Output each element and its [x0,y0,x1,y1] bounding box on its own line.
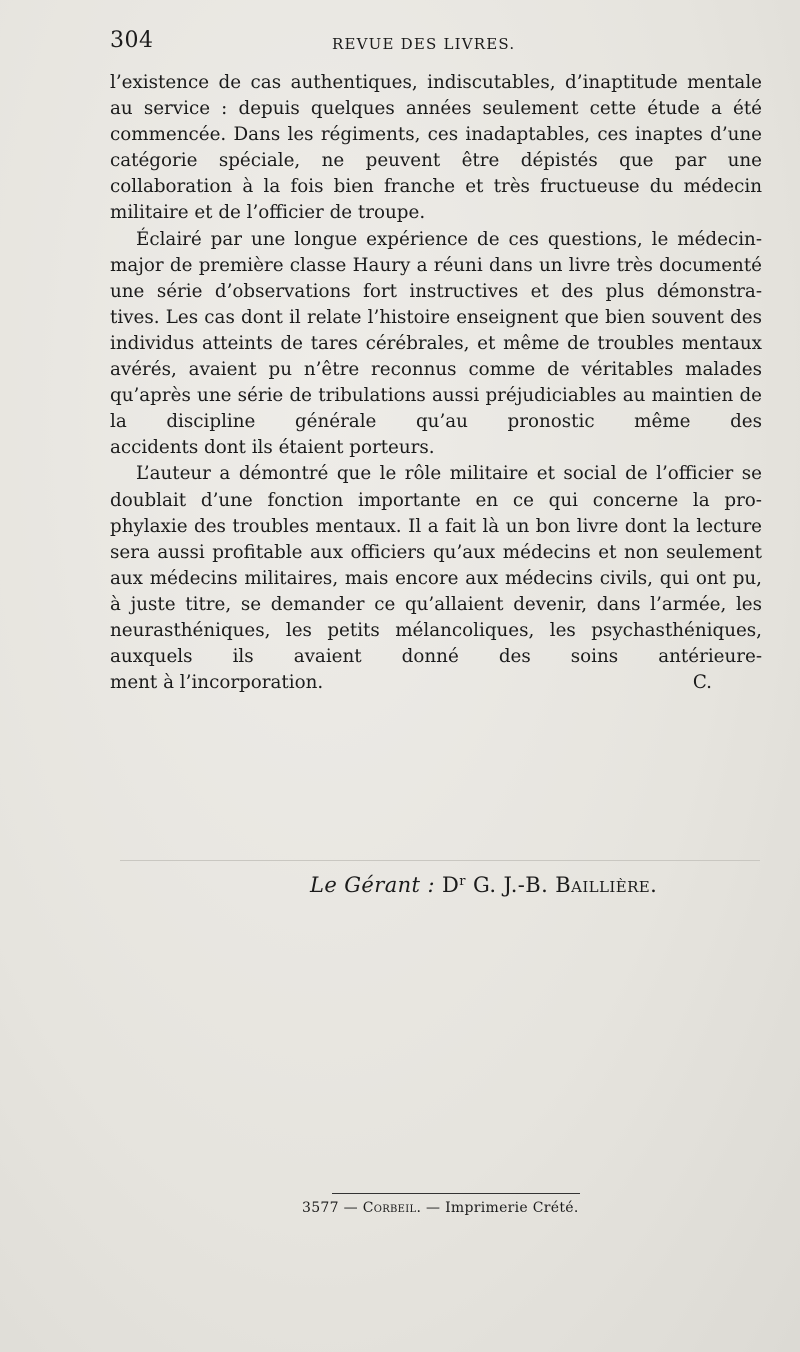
text-line: des individus atteints de tares cérébrales, et même de troubles [110,306,762,354]
text-line: psychasthéniques, auxquels ils avaient donné des soins antérieure- [110,619,762,668]
paragraph-1 [110,70,762,227]
text-line-last: militaire et de l’officier de troupe. [110,202,426,224]
dash: — [343,1200,358,1216]
text-line: civils, qui ont pu, à juste titre, se demander ce qu’allaient devenir, [110,567,762,615]
divider [120,860,760,861]
text-line: lecture sera aussi profitable aux officiers qu’aux médecins et non [110,515,763,563]
text-line: se doublait d’une fonction importante en ce qui concerne la pro- [110,463,762,511]
text-line-last: ment à l’incorporation. [110,672,324,694]
text-line: d’une catégorie spéciale, ne peuvent être dépistés que par une [110,124,763,172]
text-line: une série d’observations fort instructives et des plus démonstra- [110,280,762,302]
imprint-number: 3577 [302,1200,339,1216]
text-line: mentaux avérés, avaient pu n’être reconnus comme de véritables [110,332,762,381]
text-line: collaboration à la fois bien franche et très fructueuse du médecin [110,176,762,198]
author-signature: C. [692,672,712,694]
text-line-last: accidents dont ils étaient porteurs. [110,437,435,459]
review-body [110,70,762,696]
footer-rule [332,1193,580,1194]
page-number: 304 [110,28,154,53]
text-line: L’auteur a démontré que le rôle militaire et social de l’officier [136,463,734,485]
text-line: Éclairé par une longue expérience de ces questions, le médecin- [136,228,762,250]
gerant-name: G. J.-B. Baillière. [472,873,658,897]
paragraph-2 [110,227,762,462]
text-line: malades qu’après une série de tribulations aussi préjudiciables [110,359,762,407]
text-line: major de première classe Haury a réuni dans un livre très documenté [110,254,762,276]
text-line: dans l’armée, les neurasthéniques, les petits mélancoliques, les [110,593,762,641]
text-line: phylaxie des troubles mentaux. Il a fait là un bon livre dont la [110,515,690,537]
closing-line [110,670,762,696]
imprint-printer: Imprimerie Crété. [445,1200,579,1216]
dash: — [425,1200,441,1216]
text-line: mentale au service : depuis quelques années seulement cette étude [110,72,762,120]
running-header [110,28,760,62]
imprint-city: Corbeil. [362,1200,422,1216]
text-line: a été commencée. Dans les régiments, ces inadaptables, ces inaptes [110,98,763,146]
text-line: au maintien de la discipline générale qu’au pronostic même des [110,385,762,433]
text-line: seulement aux médecins militaires, mais encore aux médecins [110,541,763,589]
journal-title: REVUE DES LIVRES. [332,35,516,53]
text-line: tives. Les cas dont il relate l’histoire enseignent que bien souvent [110,306,724,328]
printer-imprint [302,1200,579,1216]
paragraph-3 [110,461,762,670]
text-line: l’existence de cas authentiques, indiscutables, d’inaptitude [110,72,678,93]
gerant-label: Le Gérant : [310,873,435,897]
gerant-title: $D^r$ [442,873,466,897]
gerant-line [310,873,657,897]
